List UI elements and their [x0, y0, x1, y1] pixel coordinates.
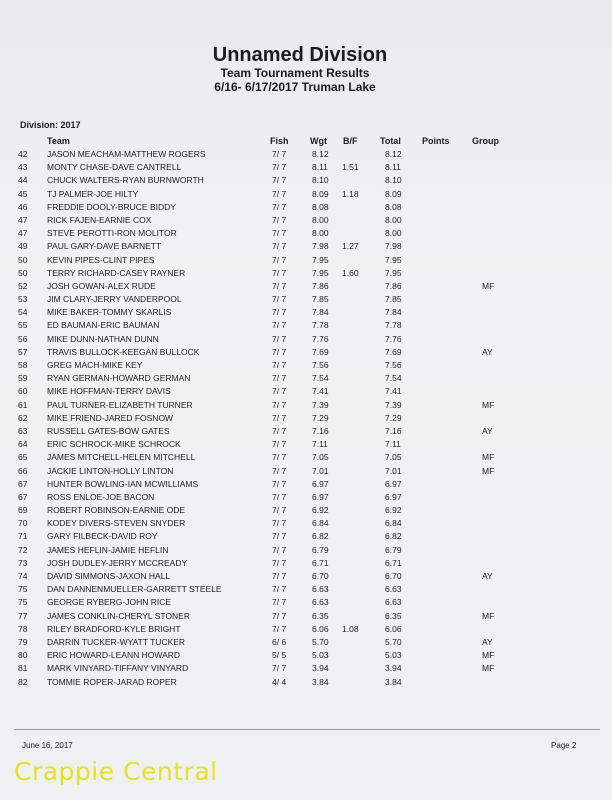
team-cell: MONTY CHASE-DAVE CANTRELL: [47, 162, 182, 173]
place-cell: 42: [18, 149, 28, 159]
place-cell: 70: [18, 518, 28, 529]
weight-cell: 5.03: [312, 650, 329, 661]
weight-cell: 8.00: [312, 214, 329, 225]
weight-cell: 8.09: [312, 188, 329, 199]
total-cell: 7.11: [385, 439, 401, 450]
total-cell: 7.16: [385, 425, 402, 436]
place-cell: 81: [18, 663, 28, 674]
results-table: [0, 148, 612, 689]
table-row: [0, 412, 612, 425]
place-cell: 47: [18, 214, 28, 225]
fish-cell: 7/ 7: [272, 610, 287, 621]
fish-cell: 7/ 7: [272, 557, 287, 568]
place-cell: 55: [18, 320, 28, 331]
weight-cell: 7.95: [312, 254, 329, 265]
watermark: Crappie Central: [14, 757, 218, 786]
group-cell: MF: [482, 399, 495, 410]
total-cell: 8.08: [385, 201, 402, 212]
fish-cell: 7/ 7: [272, 294, 287, 305]
total-cell: 6.84: [385, 518, 402, 529]
total-cell: 6.35: [385, 610, 402, 621]
table-row: [0, 504, 612, 517]
table-row: [0, 201, 612, 214]
total-cell: 7.84: [385, 307, 402, 318]
total-cell: 3.94: [385, 663, 402, 674]
place-cell: 62: [18, 412, 28, 423]
weight-cell: 6.06: [312, 623, 329, 634]
weight-cell: 7.11: [312, 439, 328, 450]
place-cell: 57: [18, 346, 28, 357]
table-row: [0, 636, 612, 649]
team-cell: GARY FILBECK-DAVID ROY: [47, 531, 158, 542]
weight-cell: 6.82: [312, 531, 329, 542]
table-row: [0, 254, 612, 267]
fish-cell: 7/ 7: [272, 201, 287, 212]
team-cell: ED BAUMAN-ERIC BAUMAN: [47, 320, 160, 331]
table-row: [0, 662, 612, 675]
fish-cell: 7/ 7: [272, 320, 287, 331]
total-cell: 8.09: [385, 188, 402, 199]
table-row: [0, 359, 612, 372]
col-header-points: Points: [422, 136, 450, 146]
weight-cell: 7.84: [312, 307, 329, 318]
place-cell: 54: [18, 307, 28, 318]
total-cell: 8.00: [385, 214, 402, 225]
table-row: [0, 280, 612, 293]
place-cell: 67: [18, 491, 28, 502]
team-cell: JASON MEACHAM-MATTHEW ROGERS: [47, 149, 206, 159]
fish-cell: 7/ 7: [272, 584, 287, 595]
weight-cell: 6.70: [312, 571, 329, 581]
total-cell: 6.06: [385, 623, 402, 634]
total-cell: 7.69: [385, 346, 402, 357]
fish-cell: 7/ 7: [272, 373, 287, 384]
col-header-bf: B/F: [343, 136, 358, 146]
total-cell: 5.70: [385, 636, 402, 647]
table-row: [0, 544, 612, 557]
team-cell: PAUL TURNER-ELIZABETH TURNER: [47, 399, 193, 410]
total-cell: 7.95: [385, 267, 402, 278]
fish-cell: 4/ 4: [272, 676, 287, 687]
total-cell: 6.70: [385, 571, 402, 581]
group-cell: AY: [482, 571, 493, 581]
big-fish-cell: 1.60: [342, 267, 359, 278]
fish-cell: 7/ 7: [272, 623, 287, 634]
team-cell: RYAN GERMAN-HOWARD GERMAN: [47, 373, 191, 384]
col-header-wgt: Wgt: [310, 136, 327, 146]
big-fish-cell: 1.27: [342, 241, 359, 252]
total-cell: 5.03: [385, 650, 402, 661]
group-cell: MF: [482, 610, 495, 621]
table-row: [0, 333, 612, 346]
group-cell: MF: [482, 465, 495, 476]
total-cell: 8.11: [385, 162, 401, 173]
team-cell: RICK FAJEN-EARNIE COX: [47, 214, 152, 225]
fish-cell: 7/ 7: [272, 491, 287, 502]
place-cell: 52: [18, 280, 28, 291]
group-cell: MF: [482, 663, 495, 674]
team-cell: MIKE HOFFMAN-TERRY DAVIS: [47, 386, 171, 397]
weight-cell: 6.63: [312, 597, 329, 608]
table-row: [0, 148, 612, 161]
table-row: [0, 491, 612, 504]
fish-cell: 7/ 7: [272, 333, 287, 344]
total-cell: 8.12: [385, 149, 402, 159]
big-fish-cell: 1.18: [342, 188, 359, 199]
total-cell: 7.95: [385, 254, 402, 265]
team-cell: TOMMIE ROPER-JARAD ROPER: [47, 676, 177, 687]
total-cell: 6.97: [385, 478, 402, 489]
weight-cell: 7.86: [312, 280, 329, 291]
fish-cell: 7/ 7: [272, 346, 287, 357]
table-row: [0, 214, 612, 227]
fish-cell: 7/ 7: [272, 241, 287, 252]
table-row: [0, 465, 612, 478]
weight-cell: 8.10: [312, 175, 329, 186]
weight-cell: 7.29: [312, 412, 329, 423]
total-cell: 7.86: [385, 280, 402, 291]
place-cell: 46: [18, 201, 28, 212]
team-cell: GREG MACH-MIKE KEY: [47, 360, 143, 370]
place-cell: 65: [18, 452, 28, 463]
fish-cell: 7/ 7: [272, 175, 287, 186]
fish-cell: 7/ 7: [272, 386, 287, 397]
total-cell: 3.84: [385, 676, 402, 687]
weight-cell: 8.00: [312, 228, 329, 239]
total-cell: 7.56: [385, 360, 402, 370]
weight-cell: 3.94: [312, 663, 329, 674]
fish-cell: 7/ 7: [272, 149, 287, 159]
fish-cell: 7/ 7: [272, 425, 287, 436]
col-header-total: Total: [380, 136, 401, 146]
team-cell: MIKE BAKER-TOMMY SKARLIS: [47, 307, 172, 318]
table-row: [0, 676, 612, 689]
place-cell: 78: [18, 623, 28, 634]
team-cell: DARRIN TUCKER-WYATT TUCKER: [47, 636, 186, 647]
team-cell: CHUCK WALTERS-RYAN BURNWORTH: [47, 175, 204, 186]
fish-cell: 7/ 7: [272, 360, 287, 370]
table-row: [0, 425, 612, 438]
team-cell: JACKIE LINTON-HOLLY LINTON: [47, 465, 174, 476]
fish-cell: 7/ 7: [272, 188, 287, 199]
team-cell: TJ PALMER-JOE HILTY: [47, 188, 139, 199]
team-cell: MIKE DUNN-NATHAN DUNN: [47, 333, 159, 344]
weight-cell: 8.08: [312, 201, 329, 212]
place-cell: 67: [18, 478, 28, 489]
weight-cell: 6.97: [312, 491, 329, 502]
table-row: [0, 306, 612, 319]
table-row: [0, 372, 612, 385]
team-cell: JOSH GOWAN-ALEX RUDE: [47, 280, 156, 291]
table-row: [0, 478, 612, 491]
table-row: [0, 188, 612, 201]
team-cell: TRAVIS BULLOCK-KEEGAN BULLOCK: [47, 346, 200, 357]
team-cell: ERIC HOWARD-LEANN HOWARD: [47, 650, 181, 661]
table-row: [0, 583, 612, 596]
col-header-team: Team: [47, 136, 70, 146]
team-cell: ERIC SCHROCK-MIKE SCHROCK: [47, 439, 181, 450]
weight-cell: 6.63: [312, 584, 329, 595]
fish-cell: 7/ 7: [272, 267, 287, 278]
total-cell: 6.92: [385, 505, 402, 516]
total-cell: 6.82: [385, 531, 402, 542]
total-cell: 7.29: [385, 412, 402, 423]
fish-cell: 7/ 7: [272, 412, 287, 423]
total-cell: 6.97: [385, 491, 402, 502]
weight-cell: 7.98: [312, 241, 329, 252]
total-cell: 8.10: [385, 175, 402, 186]
weight-cell: 6.35: [312, 610, 329, 621]
weight-cell: 7.85: [312, 294, 329, 305]
team-cell: GEORGE RYBERG-JOHN RICE: [47, 597, 172, 608]
place-cell: 80: [18, 650, 28, 661]
team-cell: ROSS ENLOE-JOE BACON: [47, 491, 155, 502]
fish-cell: 7/ 7: [272, 663, 287, 674]
team-cell: KEVIN PIPES-CLINT PIPES: [47, 254, 155, 265]
footer-date: June 16, 2017: [22, 741, 73, 750]
place-cell: 74: [18, 571, 28, 581]
table-row: [0, 227, 612, 240]
place-cell: 66: [18, 465, 28, 476]
page-subtitle: Team Tournament Results: [220, 66, 370, 80]
col-header-fish: Fish: [270, 136, 289, 146]
place-cell: 43: [18, 162, 28, 173]
team-cell: FREDDIE DOOLY-BRUCE BIDDY: [47, 201, 176, 212]
total-cell: 7.39: [385, 399, 402, 410]
fish-cell: 7/ 7: [272, 162, 287, 173]
team-cell: STEVE PEROTTI-RON MOLITOR: [47, 228, 177, 239]
team-cell: DAN DANNENMUELLER-GARRETT STEELE: [47, 584, 222, 595]
table-row: [0, 570, 612, 583]
big-fish-cell: 1.08: [342, 623, 359, 634]
team-cell: JOSH DUDLEY-JERRY MCCREADY: [47, 557, 188, 568]
group-cell: MF: [482, 650, 495, 661]
fish-cell: 7/ 7: [272, 505, 287, 516]
weight-cell: 7.01: [312, 465, 329, 476]
weight-cell: 7.78: [312, 320, 329, 331]
table-row: [0, 240, 612, 253]
place-cell: 61: [18, 399, 28, 410]
division-label: Division: 2017: [20, 120, 81, 130]
place-cell: 49: [18, 241, 28, 252]
weight-cell: 6.92: [312, 505, 329, 516]
team-cell: ROBERT ROBINSON-EARNIE ODE: [47, 505, 186, 516]
total-cell: 6.71: [385, 557, 402, 568]
fish-cell: 7/ 7: [272, 439, 287, 450]
table-row: [0, 557, 612, 570]
team-cell: MARK VINYARD-TIFFANY VINYARD: [47, 663, 189, 674]
place-cell: 77: [18, 610, 28, 621]
place-cell: 53: [18, 294, 28, 305]
team-cell: JIM CLARY-JERRY VANDERPOOL: [47, 294, 182, 305]
team-cell: DAVID SIMMONS-JAXON HALL: [47, 571, 171, 581]
weight-cell: 6.71: [312, 557, 329, 568]
place-cell: 75: [18, 597, 28, 608]
weight-cell: 7.95: [312, 267, 329, 278]
team-cell: PAUL GARY-DAVE BARNETT: [47, 241, 162, 252]
place-cell: 50: [18, 267, 28, 278]
place-cell: 56: [18, 333, 28, 344]
fish-cell: 7/ 7: [272, 518, 287, 529]
place-cell: 58: [18, 360, 28, 370]
fish-cell: 7/ 7: [272, 280, 287, 291]
group-cell: MF: [482, 280, 495, 291]
place-cell: 82: [18, 676, 28, 687]
place-cell: 64: [18, 439, 28, 450]
table-row: [0, 451, 612, 464]
table-row: [0, 649, 612, 662]
weight-cell: 7.54: [312, 373, 329, 384]
table-row: [0, 596, 612, 609]
weight-cell: 7.05: [312, 452, 329, 463]
team-cell: JAMES MITCHELL-HELEN MITCHELL: [47, 452, 196, 463]
weight-cell: 8.12: [312, 149, 329, 159]
footer-divider: [14, 729, 600, 730]
total-cell: 6.79: [385, 544, 402, 555]
table-row: [0, 623, 612, 636]
place-cell: 75: [18, 584, 28, 595]
big-fish-cell: 1.51: [342, 162, 359, 173]
table-row: [0, 530, 612, 543]
total-cell: 7.41: [385, 386, 402, 397]
place-cell: 59: [18, 373, 28, 384]
table-row: [0, 385, 612, 398]
weight-cell: 6.79: [312, 544, 329, 555]
weight-cell: 6.84: [312, 518, 329, 529]
weight-cell: 7.69: [312, 346, 329, 357]
team-cell: RILEY BRADFORD-KYLE BRIGHT: [47, 623, 181, 634]
fish-cell: 7/ 7: [272, 478, 287, 489]
total-cell: 7.54: [385, 373, 402, 384]
total-cell: 7.98: [385, 241, 402, 252]
place-cell: 72: [18, 544, 28, 555]
place-cell: 79: [18, 636, 28, 647]
place-cell: 69: [18, 505, 28, 516]
place-cell: 47: [18, 228, 28, 239]
weight-cell: 7.41: [312, 386, 329, 397]
table-row: [0, 346, 612, 359]
total-cell: 6.63: [385, 597, 402, 608]
team-cell: HUNTER BOWLING-IAN MCWILLIAMS: [47, 478, 199, 489]
team-cell: JAMES HEFLIN-JAMIE HEFLIN: [47, 544, 169, 555]
place-cell: 50: [18, 254, 28, 265]
weight-cell: 7.39: [312, 399, 329, 410]
fish-cell: 7/ 7: [272, 571, 287, 581]
group-cell: AY: [482, 425, 493, 436]
fish-cell: 7/ 7: [272, 254, 287, 265]
team-cell: RUSSELL GATES-BOW GATES: [47, 425, 170, 436]
fish-cell: 7/ 7: [272, 452, 287, 463]
group-cell: MF: [482, 452, 495, 463]
total-cell: 7.78: [385, 320, 402, 331]
fish-cell: 5/ 5: [272, 650, 287, 661]
place-cell: 71: [18, 531, 28, 542]
total-cell: 8.00: [385, 228, 402, 239]
fish-cell: 7/ 7: [272, 228, 287, 239]
place-cell: 63: [18, 425, 28, 436]
total-cell: 7.05: [385, 452, 402, 463]
table-row: [0, 174, 612, 187]
total-cell: 6.63: [385, 584, 402, 595]
fish-cell: 7/ 7: [272, 399, 287, 410]
fish-cell: 7/ 7: [272, 544, 287, 555]
team-cell: KODEY DIVERS-STEVEN SNYDER: [47, 518, 186, 529]
team-cell: TERRY RICHARD-CASEY RAYNER: [47, 267, 186, 278]
fish-cell: 7/ 7: [272, 307, 287, 318]
weight-cell: 7.56: [312, 360, 329, 370]
page-number: Page 2: [551, 741, 577, 750]
table-row: [0, 293, 612, 306]
team-cell: MIKE FRIEND-JARED FOSNOW: [47, 412, 174, 423]
fish-cell: 7/ 7: [272, 597, 287, 608]
table-row: [0, 438, 612, 451]
table-row: [0, 610, 612, 623]
place-cell: 60: [18, 386, 28, 397]
place-cell: 45: [18, 188, 28, 199]
place-cell: 73: [18, 557, 28, 568]
table-row: [0, 267, 612, 280]
fish-cell: 6/ 6: [272, 636, 287, 647]
fish-cell: 7/ 7: [272, 465, 287, 476]
total-cell: 7.01: [385, 465, 402, 476]
table-row: [0, 517, 612, 530]
weight-cell: 7.76: [312, 333, 329, 344]
total-cell: 7.76: [385, 333, 402, 344]
col-header-group: Group: [472, 136, 499, 146]
place-cell: 44: [18, 175, 28, 186]
group-cell: AY: [482, 346, 493, 357]
weight-cell: 7.16: [312, 425, 329, 436]
group-cell: AY: [482, 636, 493, 647]
table-row: [0, 161, 612, 174]
team-cell: JAMES CONKLIN-CHERYL STONER: [47, 610, 190, 621]
fish-cell: 7/ 7: [272, 214, 287, 225]
fish-cell: 7/ 7: [272, 531, 287, 542]
weight-cell: 6.97: [312, 478, 329, 489]
table-row: [0, 319, 612, 332]
table-row: [0, 399, 612, 412]
weight-cell: 3.84: [312, 676, 329, 687]
weight-cell: 8.11: [312, 162, 328, 173]
event-dates: 6/16- 6/17/2017 Truman Lake: [214, 80, 376, 94]
weight-cell: 5.70: [312, 636, 329, 647]
total-cell: 7.85: [385, 294, 402, 305]
page-title: Unnamed Division: [212, 44, 388, 66]
